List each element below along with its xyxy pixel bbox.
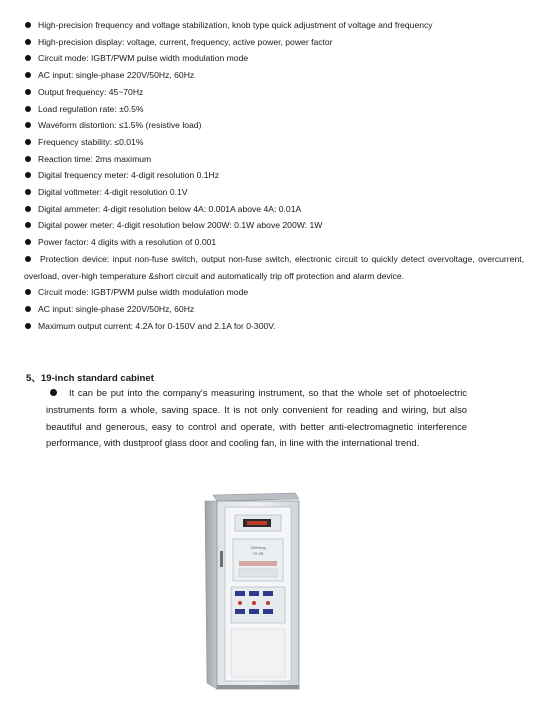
bullet-icon [25, 323, 31, 329]
list-item: Reaction time: 2ms maximum [24, 151, 524, 168]
bullet-icon [25, 72, 31, 78]
spec-list [24, 17, 524, 334]
list-item: Maximum output current: 4.2A for 0-150V and 2.1A for 0-300V. [24, 318, 524, 335]
list-item: AC input: single-phase 220V/50Hz, 60Hz [24, 67, 524, 84]
bullet-icon [25, 189, 31, 195]
panel-brand: ZhiHeng [250, 545, 266, 550]
list-item: AC input: single-phase 220V/50Hz, 60Hz [24, 301, 524, 318]
section-paragraph: It can be put into the company's measuring instrument, so that the whole set of photoelectric instruments form a whole, saving space. It is not only convenient for reading and wiring, but also beautiful and generous, easy to control and operate, with better anti-electromagnetic interference performance, with dustproof glass door and cooling fan, in line with the international trend. [46, 387, 467, 449]
list-item: High-precision display: voltage, current, frequency, active power, power factor [24, 34, 524, 51]
section-heading: 5、19-inch standard cabinet [26, 373, 154, 384]
bullet-icon [25, 22, 31, 28]
list-item: Digital power meter: 4-digit resolution below 200W: 0.1W above 200W: 1W [24, 217, 524, 234]
list-item-protection: Protection device: input non-fuse switch, output non-fuse switch, electronic circuit to quickly detect overvoltage, overcurrent, overload, over-high temperature &short circuit and automatically trip off protection and alarm device. [24, 253, 524, 281]
list-item: Frequency stability: ≤0.01% [24, 134, 524, 151]
cabinet-image [203, 491, 304, 692]
bullet-icon [25, 289, 31, 295]
bullet-icon [25, 106, 31, 112]
panel-model: TH-SB [252, 552, 264, 556]
list-item: High-precision frequency and voltage stabilization, knob type quick adjustment of voltage and frequency [24, 17, 524, 34]
bullet-icon [25, 256, 31, 262]
bullet-icon [25, 306, 31, 312]
bullet-icon [25, 206, 31, 212]
bullet-icon [25, 89, 31, 95]
bullet-icon [25, 222, 31, 228]
bullet-icon [25, 156, 31, 162]
bullet-icon [25, 139, 31, 145]
list-item: Digital ammeter: 4-digit resolution below 4A: 0.001A above 4A: 0.01A [24, 201, 524, 218]
bullet-icon [25, 172, 31, 178]
bullet-icon [25, 122, 31, 128]
cabinet-illustration [203, 491, 304, 692]
list-item: Circuit mode: IGBT/PWM pulse width modulation mode [24, 284, 524, 301]
bullet-icon [25, 239, 31, 245]
list-item: Digital voltmeter: 4-digit resolution 0.1V [24, 184, 524, 201]
list-item: Output frequency: 45~70Hz [24, 84, 524, 101]
bullet-icon [25, 55, 31, 61]
list-item: Power factor: 4 digits with a resolution of 0.001 [24, 234, 524, 251]
list-item: Waveform distortion: ≤1.5% (resistive load) [24, 117, 524, 134]
list-item: Circuit mode: IGBT/PWM pulse width modulation mode [24, 50, 524, 67]
bullet-icon [25, 39, 31, 45]
list-item: Digital frequency meter: 4-digit resolution 0.1Hz [24, 167, 524, 184]
list-item: Load regulation rate: ±0.5% [24, 101, 524, 118]
bullet-icon [50, 389, 57, 396]
